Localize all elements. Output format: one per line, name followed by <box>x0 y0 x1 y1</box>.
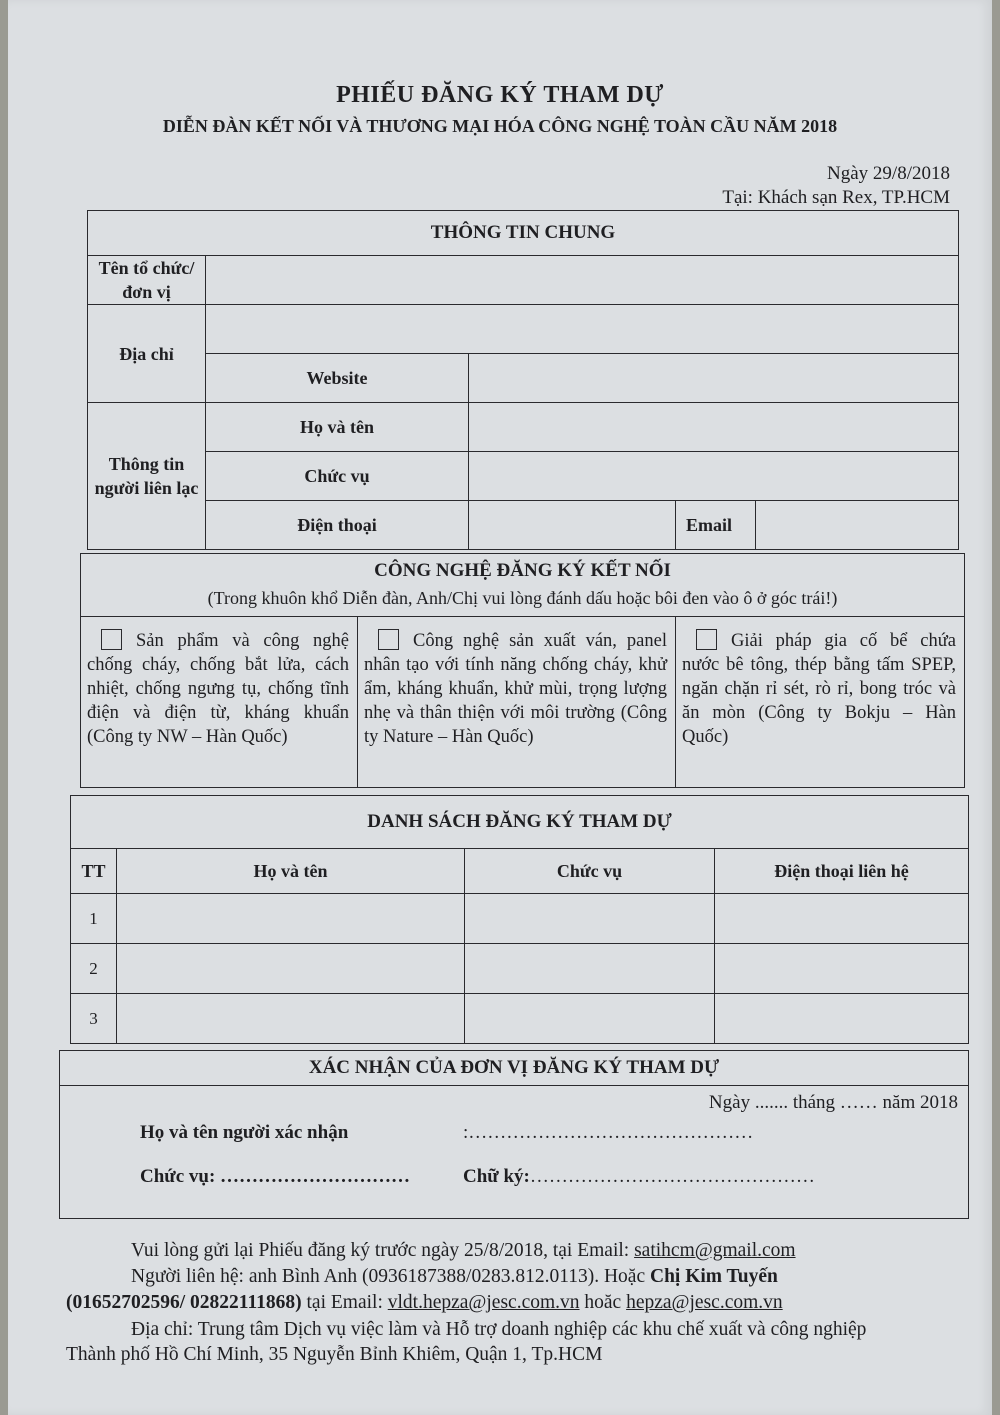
footer-contact-phones: (01652702596/ 02822111868) <box>66 1292 302 1313</box>
contact-email-label: Email <box>676 501 756 550</box>
footer-deadline-text: Vui lòng gửi lại Phiếu đăng ký trước ngày 25/8/2018, tại Email: <box>131 1240 635 1261</box>
confirmer-position[interactable] <box>140 1166 410 1188</box>
signature-label: Chữ ký: <box>463 1166 530 1187</box>
org-name-field[interactable] <box>206 256 959 305</box>
tech-option-3-checkbox[interactable] <box>696 629 717 650</box>
address-field[interactable] <box>206 305 959 354</box>
contact-name-label: Họ và tên <box>206 403 469 452</box>
attendee-phone-field[interactable] <box>715 994 969 1044</box>
signature-field[interactable] <box>463 1166 815 1188</box>
footer-address-line-2: Thành phố Hồ Chí Minh, 35 Nguyễn Bỉnh Khiêm, Quận 1, Tp.HCM <box>66 1344 603 1365</box>
website-field[interactable] <box>469 354 959 403</box>
technology-instruction: (Trong khuôn khổ Diễn đàn, Anh/Chị vui lòng đánh dấu hoặc bôi đen vào ô ở góc trái!) <box>207 588 838 608</box>
event-venue: Tại: Khách sạn Rex, TP.HCM <box>722 187 950 208</box>
attendee-position-field[interactable] <box>465 944 715 994</box>
table-row <box>71 894 969 944</box>
footer-line-2 <box>131 1264 778 1289</box>
attendee-name-field[interactable] <box>117 944 465 994</box>
website-label: Website <box>206 354 469 403</box>
tech-option-3-text: Giải pháp gia cố bể chứa nước bê tông, thép bằng tấm SPEP, ngăn chặn rỉ sét, rò rỉ, bong tróc và ăn mòn (Công ty Bokju – Hàn Quốc) <box>682 631 957 747</box>
technology-table <box>80 553 965 788</box>
general-info-table <box>87 210 959 550</box>
row-number: 1 <box>71 894 117 944</box>
attendee-phone-field[interactable] <box>715 894 969 944</box>
contact-phone-label: Điện thoại <box>206 501 469 550</box>
footer-email-prefix: tại Email: <box>301 1292 388 1313</box>
address-label: Địa chỉ <box>88 305 206 403</box>
contact-position-label: Chức vụ <box>206 452 469 501</box>
signature-dots: ……………………………………… <box>529 1166 815 1187</box>
attendee-phone-field[interactable] <box>715 944 969 994</box>
footer-or: hoăc <box>579 1292 627 1313</box>
tech-option-2-text: Công nghệ sản xuất ván, panel nhân tạo với tính năng chống cháy, khử ẩm, kháng khuẩn, khử mùi, trọng lượng nhẹ và thân thiện với môi trường (Công ty Nature – Hàn Quốc) <box>364 631 667 747</box>
footer-contact-text: Người liên hệ: anh Bình Anh (0936187388/0283.812.0113). Hoặc <box>131 1266 650 1287</box>
attendee-table <box>70 795 969 1044</box>
attendee-name-field[interactable] <box>117 994 465 1044</box>
row-number: 3 <box>71 994 117 1044</box>
general-info-heading: THÔNG TIN CHUNG <box>88 211 959 256</box>
col-position: Chức vụ <box>465 849 715 894</box>
footer-contact-name: Chị Kim Tuyến <box>649 1266 778 1287</box>
attendee-name-field[interactable] <box>117 894 465 944</box>
row-number: 2 <box>71 944 117 994</box>
tech-option-3 <box>676 617 965 788</box>
tech-option-2 <box>358 617 676 788</box>
form-subtitle-text: DIỄN ĐÀN KẾT NỐI VÀ THƯƠNG MẠI HÓA CÔNG NGHỆ TOÀN CẦU NĂM 2018 <box>162 116 838 136</box>
technology-heading: CÔNG NGHỆ ĐĂNG KÝ KẾT NỐI <box>374 560 671 581</box>
footer-email-hepza[interactable]: hepza@jesc.com.vn <box>626 1292 783 1313</box>
confirmation-table <box>59 1050 969 1219</box>
footer-line-3 <box>66 1290 783 1315</box>
form-title: PHIẾU ĐĂNG KÝ THAM DỰ <box>336 82 664 108</box>
col-phone: Điện thoại liên hệ <box>715 849 969 894</box>
confirmer-name-label: Họ và tên người xác nhận <box>140 1122 349 1143</box>
tech-option-1-checkbox[interactable] <box>101 629 122 650</box>
org-name-label: Tên tổ chức/đơn vị <box>88 256 206 305</box>
footer-email-sati[interactable]: satihcm@gmail.com <box>634 1240 796 1261</box>
attendee-position-field[interactable] <box>465 994 715 1044</box>
tech-option-1 <box>81 617 358 788</box>
confirmation-heading: XÁC NHẬN CỦA ĐƠN VỊ ĐĂNG KÝ THAM DỰ <box>60 1051 969 1086</box>
table-row <box>71 944 969 994</box>
confirmation-body <box>60 1086 969 1219</box>
contact-person-label: Thông tin người liên lạc <box>88 403 206 550</box>
col-name: Họ và tên <box>117 849 465 894</box>
attendee-position-field[interactable] <box>465 894 715 944</box>
footer-address-line-1: Địa chỉ: Trung tâm Dịch vụ việc làm và Hỗ trợ doanh nghiệp các khu chế xuất và công nghiệp <box>131 1319 867 1340</box>
event-date: Ngày 29/8/2018 <box>827 163 950 184</box>
confirmer-name-field[interactable]: :……………………………………… <box>463 1122 754 1143</box>
contact-name-field[interactable] <box>469 403 959 452</box>
footer-line-1 <box>131 1238 796 1263</box>
attendee-heading: DANH SÁCH ĐĂNG KÝ THAM DỰ <box>71 796 969 849</box>
contact-phone-field[interactable] <box>469 501 676 550</box>
contact-email-field[interactable] <box>756 501 959 550</box>
col-tt: TT <box>71 849 117 894</box>
form-subtitle <box>0 116 1000 137</box>
confirmation-date[interactable]: Ngày ....... tháng …… năm 2018 <box>708 1092 958 1113</box>
table-row <box>71 994 969 1044</box>
confirmer-position-label: Chức vụ: ………………………… <box>140 1166 411 1187</box>
tech-option-2-checkbox[interactable] <box>378 629 399 650</box>
tech-option-1-text: Sản phẩm và công nghệ chống cháy, chống bắt lửa, cách nhiệt, chống ngưng tụ, chống tĩnh điện và điện từ, kháng khuẩn (Công ty NW – Hàn Quốc) <box>87 631 349 747</box>
contact-position-field[interactable] <box>469 452 959 501</box>
footer-email-vldt[interactable]: vldt.hepza@jesc.com.vn <box>387 1292 580 1313</box>
technology-heading-cell <box>81 554 965 617</box>
